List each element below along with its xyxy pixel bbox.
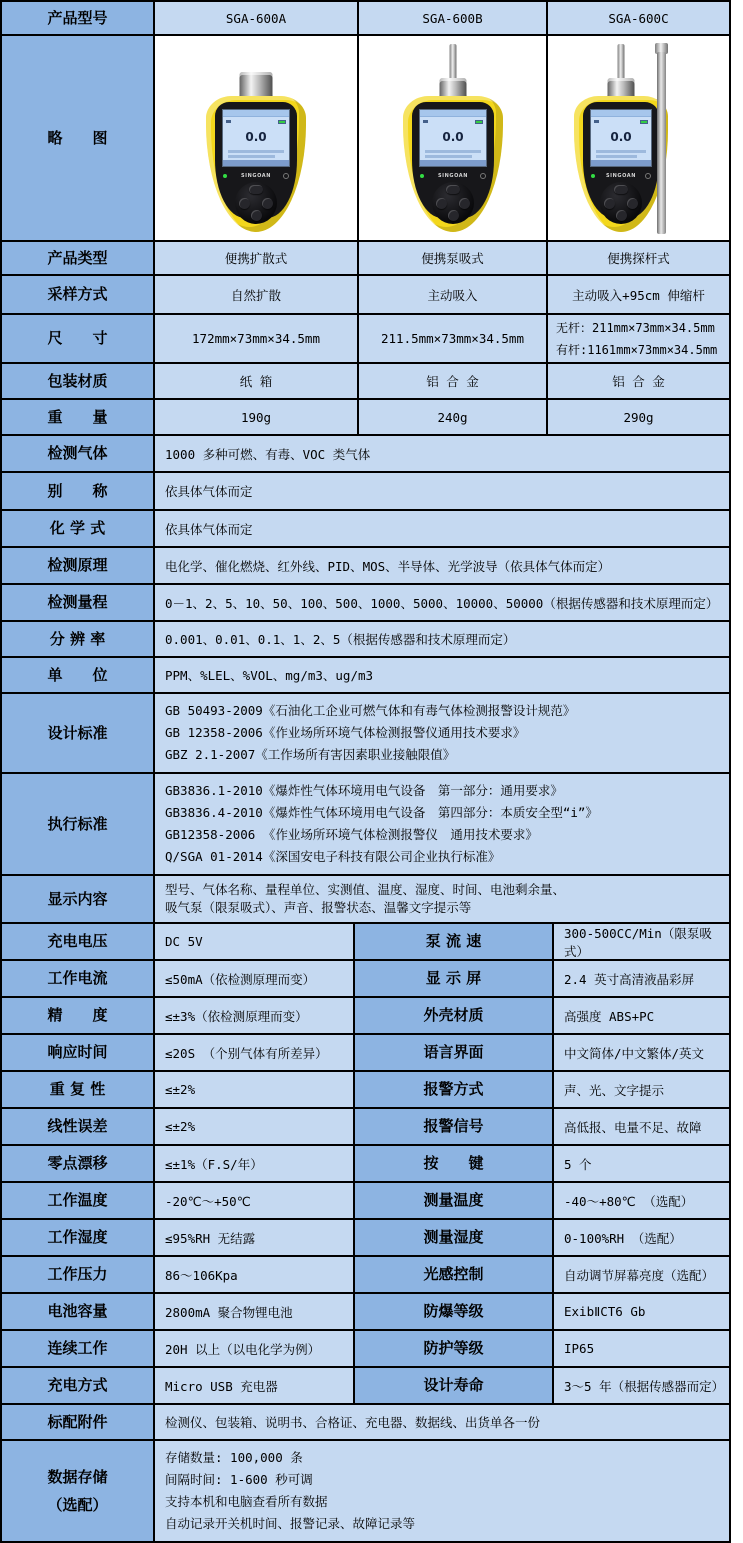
storage-line: 间隔时间: 1-600 秒可调 xyxy=(165,1472,313,1488)
brand-text: SINGOAN xyxy=(437,172,469,179)
spec-value: 自然扩散 xyxy=(155,276,359,313)
spec-value: 0.001、0.01、0.1、1、2、5（根据传感器和技术原理而定） xyxy=(155,622,729,656)
spec-label: 响应时间 xyxy=(2,1035,155,1070)
table-row xyxy=(2,774,729,876)
spec-value: DC 5V xyxy=(155,924,355,959)
model-name-sga-600b: SGA-600B xyxy=(359,2,548,34)
table-row xyxy=(2,876,729,924)
sensor-cap-icon xyxy=(240,72,273,98)
speaker-icon xyxy=(594,120,599,123)
standard-line: GB3836.4-2010《爆炸性气体环境用电气设备 第四部分：本质安全型“i”》 xyxy=(165,805,598,821)
table-row xyxy=(2,242,729,276)
table-row xyxy=(2,1405,729,1441)
led-icon xyxy=(591,174,595,178)
table-row xyxy=(2,1331,729,1368)
table-row xyxy=(2,315,729,364)
pump-probe-icon xyxy=(618,44,625,80)
spec-label: 按 键 xyxy=(355,1146,554,1181)
table-row xyxy=(2,548,729,585)
spec-label: 产品类型 xyxy=(2,242,155,274)
table-row xyxy=(2,1183,729,1220)
spec-label: 采样方式 xyxy=(2,276,155,313)
standard-line: GB 12358-2006《作业场所环境气体检测报警仪通用技术要求》 xyxy=(165,725,526,741)
screen-info-line xyxy=(596,150,646,153)
spec-label: 工作压力 xyxy=(2,1257,155,1292)
table-row xyxy=(2,622,729,658)
table-row xyxy=(2,1035,729,1072)
spec-label: 连续工作 xyxy=(2,1331,155,1366)
table-row xyxy=(2,436,729,473)
spec-value: 0-100%RH （选配） xyxy=(554,1220,729,1255)
spec-value: 2800mA 聚合物锂电池 xyxy=(155,1294,355,1329)
storage-line: 支持本机和电脑查看所有数据 xyxy=(165,1494,328,1510)
spec-value: ≤95%RH 无结露 xyxy=(155,1220,355,1255)
screen-status-icons xyxy=(591,117,651,125)
spec-value: 主动吸入+95cm 伸缩杆 xyxy=(548,276,729,313)
table-row xyxy=(2,585,729,622)
spec-label: 检测气体 xyxy=(2,436,155,471)
spec-value: 1000 多种可燃、有毒、VOC 类气体 xyxy=(155,436,729,471)
spec-label: 报警信号 xyxy=(355,1109,554,1144)
spec-label: 泵 流 速 xyxy=(355,924,554,959)
power-icon xyxy=(480,173,486,179)
table-row xyxy=(2,998,729,1035)
spec-label: 精 度 xyxy=(2,998,155,1033)
spec-value: 高低报、电量不足、故障 xyxy=(554,1109,729,1144)
spec-value: ≤±2% xyxy=(155,1072,355,1107)
sketch-cell-sga-600b xyxy=(359,36,548,240)
table-row xyxy=(2,961,729,998)
spec-label: 测量温度 xyxy=(355,1183,554,1218)
spec-label: 设计标准 xyxy=(2,694,155,772)
spec-value: 依具体气体而定 xyxy=(155,473,729,509)
spec-value: 190g xyxy=(155,400,359,434)
sensor-cap-icon xyxy=(440,78,467,98)
spec-value: ≤±3%（依检测原理而变） xyxy=(155,998,355,1033)
spec-value: 自动调节屏幕亮度（选配） xyxy=(554,1257,729,1292)
table-row xyxy=(2,1441,729,1541)
spec-value: 高强度 ABS+PC xyxy=(554,998,729,1033)
spec-value: 172mm×73mm×34.5mm xyxy=(155,315,359,362)
spec-value: 300-500CC/Min（限泵吸式） xyxy=(554,924,729,959)
standard-line: GB 50493-2009《石油化工企业可燃气体和有毒气体检测报警设计规范》 xyxy=(165,703,576,719)
table-row xyxy=(2,400,729,436)
screen-reading: 0.0 xyxy=(442,130,464,144)
battery-icon xyxy=(278,120,286,124)
led-icon xyxy=(223,174,227,178)
menu-button-icon xyxy=(446,185,460,194)
table-row xyxy=(2,1294,729,1331)
enter-button-icon xyxy=(616,210,627,221)
spec-value: 中文简体/中文繁体/英文 xyxy=(554,1035,729,1070)
screen-footer-bar xyxy=(591,160,651,166)
spec-value: 声、光、文字提示 xyxy=(554,1072,729,1107)
spec-value: 20H 以上（以电化学为例） xyxy=(155,1331,355,1366)
screen-status-icons xyxy=(223,117,289,125)
spec-label: 语言界面 xyxy=(355,1035,554,1070)
left-button-icon xyxy=(604,198,615,209)
screen-title-bar xyxy=(591,110,651,117)
screen-info-line xyxy=(596,155,637,158)
spec-label: 化 学 式 xyxy=(2,511,155,546)
brand-row xyxy=(417,171,489,180)
battery-icon xyxy=(640,120,648,124)
spec-value: 290g xyxy=(548,400,729,434)
telescopic-rod-icon xyxy=(657,52,666,234)
table-row xyxy=(2,1220,729,1257)
storage-line: 自动记录开关机时间、报警记录、故障记录等 xyxy=(165,1516,416,1532)
spec-label: 光感控制 xyxy=(355,1257,554,1292)
spec-label: 测量湿度 xyxy=(355,1220,554,1255)
spec-value: 主动吸入 xyxy=(359,276,548,313)
speaker-icon xyxy=(226,120,231,123)
menu-button-icon xyxy=(249,185,263,194)
device-screen xyxy=(419,109,487,167)
spec-value: PPM、%LEL、%VOL、mg/m3、ug/m3 xyxy=(155,658,729,692)
power-icon xyxy=(645,173,651,179)
table-row xyxy=(2,1146,729,1183)
model-name-sga-600a: SGA-600A xyxy=(155,2,359,34)
brand-row xyxy=(588,171,654,180)
table-row xyxy=(2,473,729,511)
spec-value: -40～+80℃ （选配） xyxy=(554,1183,729,1218)
spec-label: 检测量程 xyxy=(2,585,155,620)
spec-value xyxy=(155,694,729,772)
table-row xyxy=(2,1072,729,1109)
spec-label: 线性误差 xyxy=(2,1109,155,1144)
spec-label: 设计寿命 xyxy=(355,1368,554,1403)
sketch-label: 略 图 xyxy=(2,36,155,240)
model-name-sga-600c: SGA-600C xyxy=(548,2,729,34)
device-screen xyxy=(222,109,290,167)
storage-line: 存储数量: 100,000 条 xyxy=(165,1450,303,1466)
spec-value: ≤±1%（F.S/年） xyxy=(155,1146,355,1181)
spec-value: -20℃～+50℃ xyxy=(155,1183,355,1218)
screen-info-line xyxy=(425,155,472,158)
screen-reading: 0.0 xyxy=(610,130,632,144)
spec-value: 纸 箱 xyxy=(155,364,359,398)
enter-button-icon xyxy=(251,210,262,221)
spec-label: 标配附件 xyxy=(2,1405,155,1439)
button-pad-icon xyxy=(600,182,642,224)
header-label: 产品型号 xyxy=(2,2,155,34)
display-content-line: 吸气泵（限泵吸式）、声音、报警状态、温馨文字提示等 xyxy=(165,900,472,916)
spec-value: 240g xyxy=(359,400,548,434)
spec-label: 显 示 屏 xyxy=(355,961,554,996)
spec-value xyxy=(155,774,729,874)
spec-value: 0－1、2、5、10、50、100、500、1000、5000、10000、50000（根据传感器和技术原理而定） xyxy=(155,585,729,620)
button-pad-icon xyxy=(432,182,474,224)
table-row xyxy=(2,924,729,961)
spec-value: 5 个 xyxy=(554,1146,729,1181)
spec-value: 铝 合 金 xyxy=(548,364,729,398)
spec-label: 单 位 xyxy=(2,658,155,692)
brand-row xyxy=(220,171,292,180)
pump-probe-icon xyxy=(450,44,457,80)
spec-label: 包装材质 xyxy=(2,364,155,398)
device-body xyxy=(574,96,668,232)
led-icon xyxy=(420,174,424,178)
screen-info-line xyxy=(228,150,284,153)
spec-label: 执行标准 xyxy=(2,774,155,874)
spec-label: 工作电流 xyxy=(2,961,155,996)
spec-label: 报警方式 xyxy=(355,1072,554,1107)
table-row xyxy=(2,694,729,774)
spec-value: 依具体气体而定 xyxy=(155,511,729,546)
spec-label: 分 辨 率 xyxy=(2,622,155,656)
right-button-icon xyxy=(459,198,470,209)
standard-line: GB12358-2006 《作业场所环境气体检测报警仪 通用技术要求》 xyxy=(165,827,538,843)
power-icon xyxy=(283,173,289,179)
spec-value: 211.5mm×73mm×34.5mm xyxy=(359,315,548,362)
screen-title-bar xyxy=(223,110,289,117)
device-screen xyxy=(590,109,652,167)
display-content-line: 型号、气体名称、量程单位、实测值、温度、湿度、时间、电池剩余量、 xyxy=(165,881,566,897)
spec-label: 防护等级 xyxy=(355,1331,554,1366)
screen-reading: 0.0 xyxy=(245,130,267,144)
screen-footer-bar xyxy=(420,160,486,166)
spec-label: 电池容量 xyxy=(2,1294,155,1329)
device-front-panel xyxy=(215,102,297,218)
standard-line: GB3836.1-2010《爆炸性气体环境用电气设备 第一部分：通用要求》 xyxy=(165,783,563,799)
sketch-cell-sga-600c xyxy=(548,36,729,240)
spec-label: 充电方式 xyxy=(2,1368,155,1403)
spec-label: 尺 寸 xyxy=(2,315,155,362)
spec-value xyxy=(155,876,729,922)
spec-value: 便携探杆式 xyxy=(548,242,729,274)
screen-status-icons xyxy=(420,117,486,125)
screen-footer-bar xyxy=(223,160,289,166)
dims-no-rod: 无杆：211mm×73mm×34.5mm xyxy=(556,321,715,336)
spec-value: ≤50mA（依检测原理而变） xyxy=(155,961,355,996)
spec-value: 便携泵吸式 xyxy=(359,242,548,274)
table-row xyxy=(2,658,729,694)
spec-label: 充电电压 xyxy=(2,924,155,959)
table-row xyxy=(2,1257,729,1294)
device-body xyxy=(206,96,306,232)
standard-line: GBZ 2.1-2007《工作场所有害因素职业接触限值》 xyxy=(165,747,456,763)
spec-value: ≤20S （个别气体有所差异） xyxy=(155,1035,355,1070)
screen-info-line xyxy=(228,155,275,158)
left-button-icon xyxy=(436,198,447,209)
spec-value xyxy=(548,315,729,362)
spec-value: IP65 xyxy=(554,1331,729,1366)
brand-text: SINGOAN xyxy=(605,172,637,179)
spec-label: 外壳材质 xyxy=(355,998,554,1033)
spec-value: 便携扩散式 xyxy=(155,242,359,274)
button-pad-icon xyxy=(235,182,277,224)
left-button-icon xyxy=(239,198,250,209)
spec-value: ≤±2% xyxy=(155,1109,355,1144)
spec-value xyxy=(155,1441,729,1541)
screen-info-line xyxy=(425,150,481,153)
storage-label-line: 数据存储 xyxy=(47,1467,108,1486)
table-row xyxy=(2,1368,729,1405)
table-row xyxy=(2,511,729,548)
device-image-sga-600c xyxy=(574,36,668,240)
spec-value: 86～106Kpa xyxy=(155,1257,355,1292)
spec-value: 检测仪、包装箱、说明书、合格证、充电器、数据线、出货单各一份 xyxy=(155,1405,729,1439)
spec-label xyxy=(2,1441,155,1541)
device-front-panel xyxy=(583,102,659,218)
device-image-sga-600b xyxy=(403,36,503,240)
device-image-sga-600a xyxy=(206,36,306,240)
spec-label: 重 复 性 xyxy=(2,1072,155,1107)
spec-label: 防爆等级 xyxy=(355,1294,554,1329)
spec-value: 铝 合 金 xyxy=(359,364,548,398)
spec-value: 3～5 年（根据传感器而定） xyxy=(554,1368,729,1403)
spec-label: 别 称 xyxy=(2,473,155,509)
right-button-icon xyxy=(262,198,273,209)
right-button-icon xyxy=(627,198,638,209)
standard-line: Q/SGA 01-2014《深国安电子科技有限公司企业执行标准》 xyxy=(165,849,501,865)
table-row-header xyxy=(2,2,729,36)
speaker-icon xyxy=(423,120,428,123)
battery-icon xyxy=(475,120,483,124)
sketch-cell-sga-600a xyxy=(155,36,359,240)
spec-label: 零点漂移 xyxy=(2,1146,155,1181)
spec-label: 工作湿度 xyxy=(2,1220,155,1255)
spec-value: 电化学、催化燃烧、红外线、PID、MOS、半导体、光学波导（依具体气体而定） xyxy=(155,548,729,583)
spec-label: 重 量 xyxy=(2,400,155,434)
spec-value: Micro USB 充电器 xyxy=(155,1368,355,1403)
screen-title-bar xyxy=(420,110,486,117)
table-row xyxy=(2,1109,729,1146)
table-row xyxy=(2,276,729,315)
table-row xyxy=(2,364,729,400)
enter-button-icon xyxy=(448,210,459,221)
brand-text: SINGOAN xyxy=(240,172,272,179)
spec-label: 显示内容 xyxy=(2,876,155,922)
device-body xyxy=(403,96,503,232)
sensor-cap-icon xyxy=(608,78,635,98)
dims-with-rod: 有杆:1161mm×73mm×34.5mm xyxy=(556,342,718,357)
menu-button-icon xyxy=(614,185,628,194)
table-row-sketch xyxy=(2,36,729,242)
storage-label-line: （选配） xyxy=(47,1496,108,1514)
spec-label: 检测原理 xyxy=(2,548,155,583)
spec-label: 工作温度 xyxy=(2,1183,155,1218)
device-front-panel xyxy=(412,102,494,218)
spec-value: ExibⅡCT6 Gb xyxy=(554,1294,729,1329)
spec-value: 2.4 英寸高清液晶彩屏 xyxy=(554,961,729,996)
